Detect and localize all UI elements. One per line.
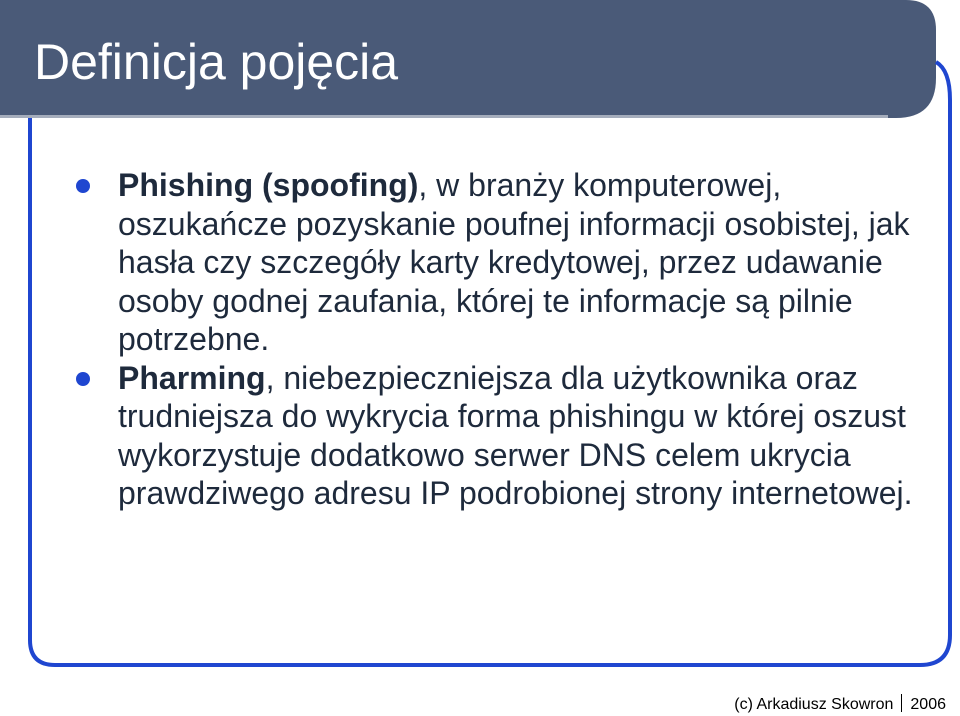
definition-pharming: , niebezpieczniejsza dla użytkownika oraz trudniejsza do wykrycia forma phishingu w której oszust wykorzystuje dodatkowo serwer DNS celem ukrycia prawdziwego adresu IP podrobionej strony internetowej. (118, 359, 913, 511)
footer-author: (c) Arkadiusz Skowron (734, 696, 894, 713)
term-phishing: Phishing (spoofing) (118, 167, 419, 203)
bullet-phishing (76, 166, 936, 359)
footer-credit (734, 694, 946, 716)
term-pharming: Pharming (118, 359, 266, 396)
bullet-dot-icon (76, 179, 90, 193)
bullet-dot-icon (76, 372, 90, 386)
bullet-pharming (76, 359, 936, 513)
bullet-list (76, 166, 936, 513)
slide-title: Definicja pojęcia (34, 34, 399, 90)
title-underline (0, 115, 888, 118)
footer-year: 2006 (910, 696, 946, 713)
footer-divider (901, 694, 902, 712)
definition-phishing: , w branży komputerowej, oszukańcze pozyskanie poufnej informacji osobistej, jak hasła czy szczegóły karty kredytowej, przez udawanie osoby godnej zaufania, której te informacje są pilnie potrzebne. (118, 167, 910, 357)
